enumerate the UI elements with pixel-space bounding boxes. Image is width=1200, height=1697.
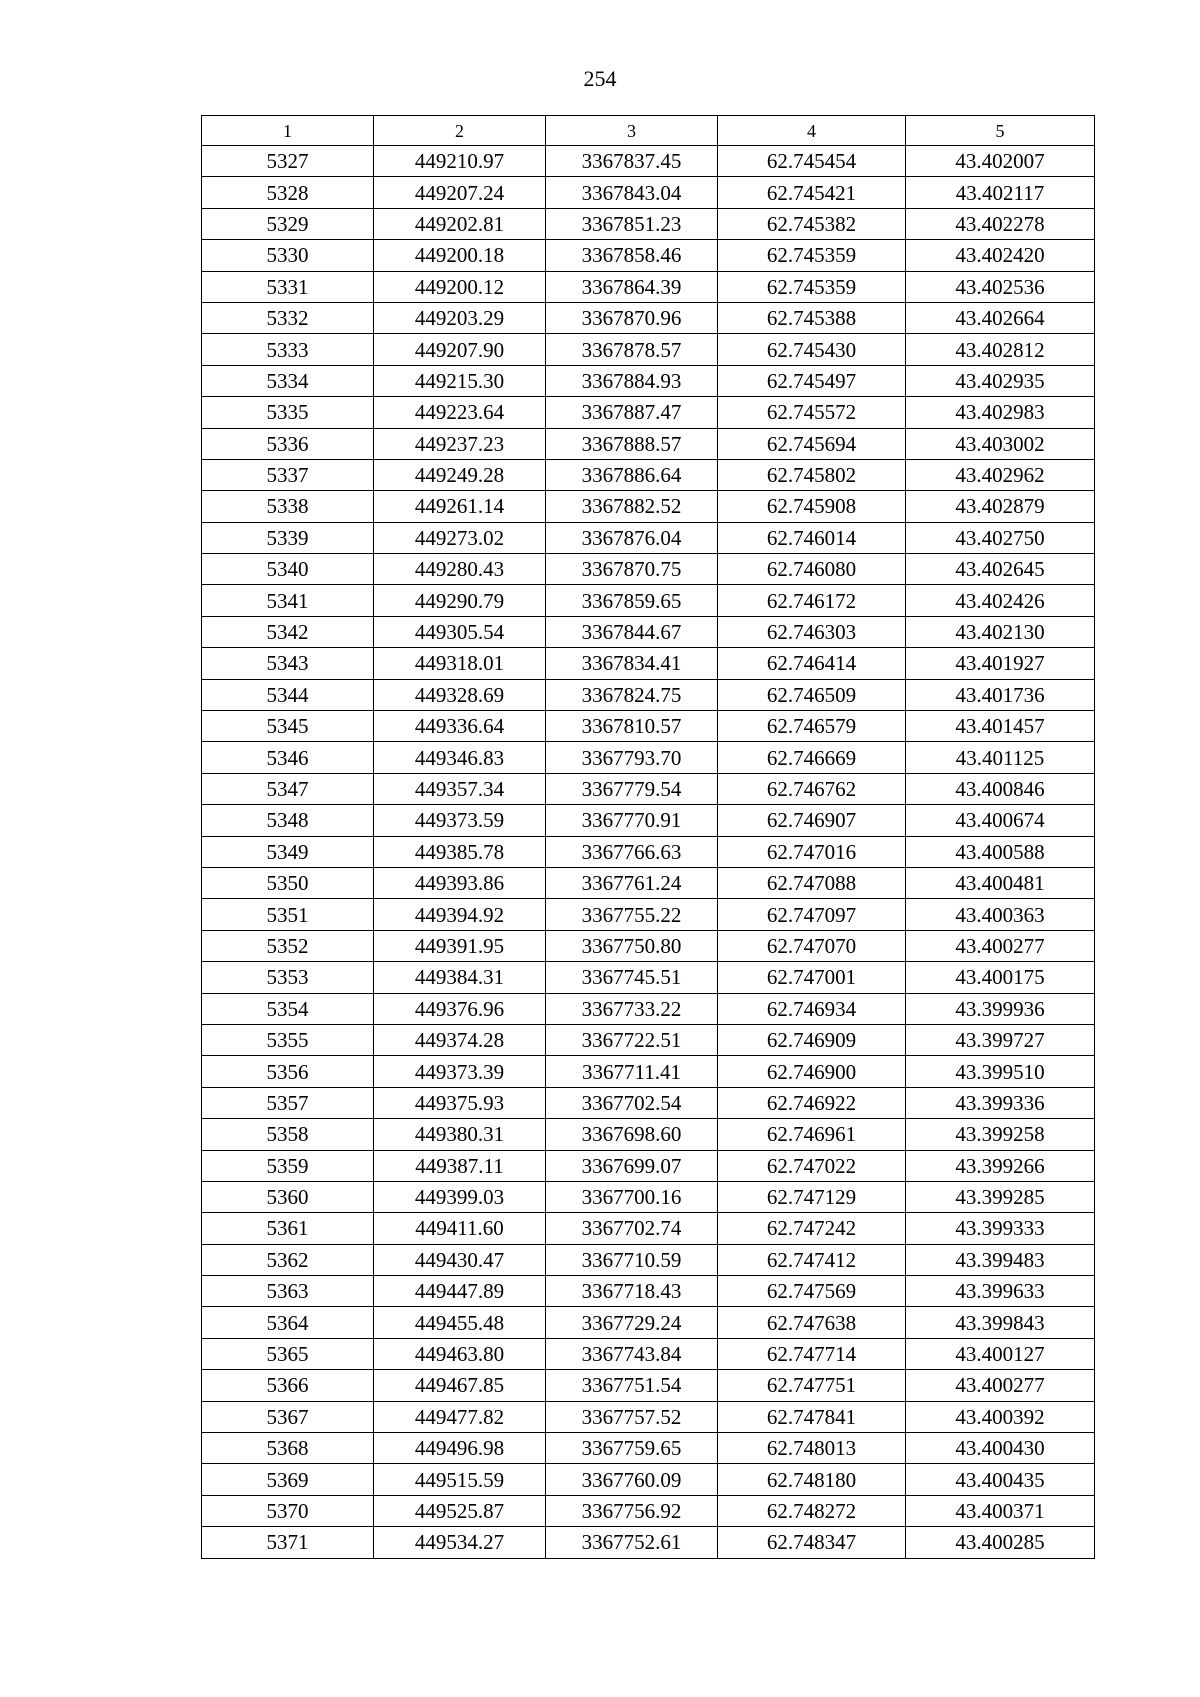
longitude-cell: 62.745908 — [718, 491, 906, 522]
point-number-cell: 5348 — [202, 805, 374, 836]
table-row — [202, 365, 1095, 396]
latitude-cell: 43.400363 — [906, 899, 1095, 930]
latitude-cell: 43.402117 — [906, 177, 1095, 208]
table-row — [202, 1370, 1095, 1401]
y-coordinate-cell: 3367729.24 — [546, 1307, 718, 1338]
longitude-cell: 62.746014 — [718, 522, 906, 553]
table-row — [202, 616, 1095, 647]
y-coordinate-cell: 3367870.96 — [546, 302, 718, 333]
point-number-cell: 5367 — [202, 1401, 374, 1432]
y-coordinate-cell: 3367882.52 — [546, 491, 718, 522]
table-row — [202, 1087, 1095, 1118]
table-row — [202, 711, 1095, 742]
point-number-cell: 5356 — [202, 1056, 374, 1087]
point-number-cell: 5346 — [202, 742, 374, 773]
y-coordinate-cell: 3367886.64 — [546, 459, 718, 490]
latitude-cell: 43.400430 — [906, 1433, 1095, 1464]
x-coordinate-cell: 449380.31 — [374, 1119, 546, 1150]
longitude-cell: 62.745359 — [718, 271, 906, 302]
table-row — [202, 1119, 1095, 1150]
x-coordinate-cell: 449210.97 — [374, 146, 546, 177]
y-coordinate-cell: 3367843.04 — [546, 177, 718, 208]
point-number-cell: 5361 — [202, 1213, 374, 1244]
latitude-cell: 43.402278 — [906, 208, 1095, 239]
longitude-cell: 62.748272 — [718, 1495, 906, 1526]
table-row — [202, 1433, 1095, 1464]
table-row — [202, 397, 1095, 428]
point-number-cell: 5360 — [202, 1181, 374, 1212]
point-number-cell: 5365 — [202, 1338, 374, 1369]
point-number-cell: 5345 — [202, 711, 374, 742]
y-coordinate-cell: 3367766.63 — [546, 836, 718, 867]
table-row — [202, 240, 1095, 271]
latitude-cell: 43.400277 — [906, 1370, 1095, 1401]
longitude-cell: 62.747016 — [718, 836, 906, 867]
longitude-cell: 62.746080 — [718, 554, 906, 585]
point-number-cell: 5328 — [202, 177, 374, 208]
latitude-cell: 43.399936 — [906, 993, 1095, 1024]
longitude-cell: 62.745572 — [718, 397, 906, 428]
x-coordinate-cell: 449207.90 — [374, 334, 546, 365]
longitude-cell: 62.746900 — [718, 1056, 906, 1087]
longitude-cell: 62.746303 — [718, 616, 906, 647]
x-coordinate-cell: 449261.14 — [374, 491, 546, 522]
latitude-cell: 43.400277 — [906, 930, 1095, 961]
y-coordinate-cell: 3367700.16 — [546, 1181, 718, 1212]
x-coordinate-cell: 449200.12 — [374, 271, 546, 302]
table-row — [202, 585, 1095, 616]
longitude-cell: 62.746579 — [718, 711, 906, 742]
y-coordinate-cell: 3367743.84 — [546, 1338, 718, 1369]
longitude-cell: 62.745454 — [718, 146, 906, 177]
y-coordinate-cell: 3367722.51 — [546, 1024, 718, 1055]
x-coordinate-cell: 449375.93 — [374, 1087, 546, 1118]
y-coordinate-cell: 3367710.59 — [546, 1244, 718, 1275]
table-row — [202, 679, 1095, 710]
longitude-cell: 62.745421 — [718, 177, 906, 208]
longitude-cell: 62.747242 — [718, 1213, 906, 1244]
table-row — [202, 867, 1095, 898]
x-coordinate-cell: 449357.34 — [374, 773, 546, 804]
latitude-cell: 43.402426 — [906, 585, 1095, 616]
column-header-5: 5 — [906, 116, 1095, 146]
y-coordinate-cell: 3367760.09 — [546, 1464, 718, 1495]
x-coordinate-cell: 449373.59 — [374, 805, 546, 836]
point-number-cell: 5349 — [202, 836, 374, 867]
latitude-cell: 43.402007 — [906, 146, 1095, 177]
latitude-cell: 43.400674 — [906, 805, 1095, 836]
x-coordinate-cell: 449430.47 — [374, 1244, 546, 1275]
y-coordinate-cell: 3367878.57 — [546, 334, 718, 365]
latitude-cell: 43.400392 — [906, 1401, 1095, 1432]
x-coordinate-cell: 449318.01 — [374, 648, 546, 679]
table-row — [202, 993, 1095, 1024]
longitude-cell: 62.745694 — [718, 428, 906, 459]
latitude-cell: 43.402664 — [906, 302, 1095, 333]
point-number-cell: 5344 — [202, 679, 374, 710]
table-row — [202, 648, 1095, 679]
latitude-cell: 43.399336 — [906, 1087, 1095, 1118]
x-coordinate-cell: 449280.43 — [374, 554, 546, 585]
latitude-cell: 43.400127 — [906, 1338, 1095, 1369]
longitude-cell: 62.747412 — [718, 1244, 906, 1275]
table-row — [202, 302, 1095, 333]
point-number-cell: 5330 — [202, 240, 374, 271]
latitude-cell: 43.400175 — [906, 962, 1095, 993]
longitude-cell: 62.746961 — [718, 1119, 906, 1150]
table-row — [202, 773, 1095, 804]
y-coordinate-cell: 3367699.07 — [546, 1150, 718, 1181]
x-coordinate-cell: 449290.79 — [374, 585, 546, 616]
latitude-cell: 43.399266 — [906, 1150, 1095, 1181]
table-row — [202, 1401, 1095, 1432]
longitude-cell: 62.746907 — [718, 805, 906, 836]
latitude-cell: 43.402812 — [906, 334, 1095, 365]
column-header-4: 4 — [718, 116, 906, 146]
longitude-cell: 62.747088 — [718, 867, 906, 898]
point-number-cell: 5366 — [202, 1370, 374, 1401]
y-coordinate-cell: 3367876.04 — [546, 522, 718, 553]
point-number-cell: 5364 — [202, 1307, 374, 1338]
point-number-cell: 5337 — [202, 459, 374, 490]
y-coordinate-cell: 3367888.57 — [546, 428, 718, 459]
longitude-cell: 62.745359 — [718, 240, 906, 271]
x-coordinate-cell: 449346.83 — [374, 742, 546, 773]
x-coordinate-cell: 449455.48 — [374, 1307, 546, 1338]
y-coordinate-cell: 3367756.92 — [546, 1495, 718, 1526]
x-coordinate-cell: 449207.24 — [374, 177, 546, 208]
latitude-cell: 43.399333 — [906, 1213, 1095, 1244]
y-coordinate-cell: 3367718.43 — [546, 1276, 718, 1307]
table-row — [202, 1527, 1095, 1558]
y-coordinate-cell: 3367755.22 — [546, 899, 718, 930]
longitude-cell: 62.745382 — [718, 208, 906, 239]
latitude-cell: 43.400846 — [906, 773, 1095, 804]
table-row — [202, 522, 1095, 553]
longitude-cell: 62.745802 — [718, 459, 906, 490]
longitude-cell: 62.746762 — [718, 773, 906, 804]
point-number-cell: 5336 — [202, 428, 374, 459]
y-coordinate-cell: 3367793.70 — [546, 742, 718, 773]
point-number-cell: 5363 — [202, 1276, 374, 1307]
x-coordinate-cell: 449467.85 — [374, 1370, 546, 1401]
x-coordinate-cell: 449384.31 — [374, 962, 546, 993]
point-number-cell: 5331 — [202, 271, 374, 302]
table-row — [202, 491, 1095, 522]
latitude-cell: 43.402750 — [906, 522, 1095, 553]
table-header — [202, 116, 1095, 146]
longitude-cell: 62.747070 — [718, 930, 906, 961]
latitude-cell: 43.400285 — [906, 1527, 1095, 1558]
table-row — [202, 428, 1095, 459]
longitude-cell: 62.746922 — [718, 1087, 906, 1118]
longitude-cell: 62.746909 — [718, 1024, 906, 1055]
longitude-cell: 62.747097 — [718, 899, 906, 930]
table-body — [202, 146, 1095, 1559]
y-coordinate-cell: 3367698.60 — [546, 1119, 718, 1150]
point-number-cell: 5357 — [202, 1087, 374, 1118]
latitude-cell: 43.403002 — [906, 428, 1095, 459]
y-coordinate-cell: 3367824.75 — [546, 679, 718, 710]
x-coordinate-cell: 449203.29 — [374, 302, 546, 333]
table-row — [202, 1024, 1095, 1055]
latitude-cell: 43.399258 — [906, 1119, 1095, 1150]
x-coordinate-cell: 449534.27 — [374, 1527, 546, 1558]
table-row — [202, 1338, 1095, 1369]
table-row — [202, 1150, 1095, 1181]
latitude-cell: 43.400435 — [906, 1464, 1095, 1495]
coordinates-table — [201, 115, 1095, 1559]
latitude-cell: 43.402935 — [906, 365, 1095, 396]
longitude-cell: 62.745388 — [718, 302, 906, 333]
x-coordinate-cell: 449374.28 — [374, 1024, 546, 1055]
table-row — [202, 1464, 1095, 1495]
latitude-cell: 43.399285 — [906, 1181, 1095, 1212]
x-coordinate-cell: 449376.96 — [374, 993, 546, 1024]
table-row — [202, 930, 1095, 961]
point-number-cell: 5355 — [202, 1024, 374, 1055]
y-coordinate-cell: 3367761.24 — [546, 867, 718, 898]
x-coordinate-cell: 449496.98 — [374, 1433, 546, 1464]
y-coordinate-cell: 3367834.41 — [546, 648, 718, 679]
column-header-3: 3 — [546, 116, 718, 146]
latitude-cell: 43.400588 — [906, 836, 1095, 867]
x-coordinate-cell: 449273.02 — [374, 522, 546, 553]
y-coordinate-cell: 3367711.41 — [546, 1056, 718, 1087]
x-coordinate-cell: 449305.54 — [374, 616, 546, 647]
x-coordinate-cell: 449387.11 — [374, 1150, 546, 1181]
y-coordinate-cell: 3367745.51 — [546, 962, 718, 993]
point-number-cell: 5338 — [202, 491, 374, 522]
y-coordinate-cell: 3367759.65 — [546, 1433, 718, 1464]
longitude-cell: 62.746509 — [718, 679, 906, 710]
latitude-cell: 43.402983 — [906, 397, 1095, 428]
table-row — [202, 1181, 1095, 1212]
point-number-cell: 5343 — [202, 648, 374, 679]
x-coordinate-cell: 449200.18 — [374, 240, 546, 271]
table-row — [202, 1244, 1095, 1275]
point-number-cell: 5354 — [202, 993, 374, 1024]
point-number-cell: 5359 — [202, 1150, 374, 1181]
point-number-cell: 5371 — [202, 1527, 374, 1558]
longitude-cell: 62.746172 — [718, 585, 906, 616]
y-coordinate-cell: 3367751.54 — [546, 1370, 718, 1401]
point-number-cell: 5369 — [202, 1464, 374, 1495]
longitude-cell: 62.746669 — [718, 742, 906, 773]
latitude-cell: 43.400481 — [906, 867, 1095, 898]
longitude-cell: 62.747569 — [718, 1276, 906, 1307]
table-row — [202, 271, 1095, 302]
column-header-2: 2 — [374, 116, 546, 146]
longitude-cell: 62.748347 — [718, 1527, 906, 1558]
x-coordinate-cell: 449336.64 — [374, 711, 546, 742]
column-header-1: 1 — [202, 116, 374, 146]
latitude-cell: 43.401457 — [906, 711, 1095, 742]
x-coordinate-cell: 449477.82 — [374, 1401, 546, 1432]
longitude-cell: 62.747638 — [718, 1307, 906, 1338]
longitude-cell: 62.747129 — [718, 1181, 906, 1212]
point-number-cell: 5370 — [202, 1495, 374, 1526]
y-coordinate-cell: 3367887.47 — [546, 397, 718, 428]
point-number-cell: 5358 — [202, 1119, 374, 1150]
y-coordinate-cell: 3367870.75 — [546, 554, 718, 585]
y-coordinate-cell: 3367810.57 — [546, 711, 718, 742]
table-row — [202, 899, 1095, 930]
longitude-cell: 62.748180 — [718, 1464, 906, 1495]
y-coordinate-cell: 3367858.46 — [546, 240, 718, 271]
latitude-cell: 43.399843 — [906, 1307, 1095, 1338]
point-number-cell: 5368 — [202, 1433, 374, 1464]
latitude-cell: 43.401736 — [906, 679, 1095, 710]
x-coordinate-cell: 449525.87 — [374, 1495, 546, 1526]
y-coordinate-cell: 3367837.45 — [546, 146, 718, 177]
table-row — [202, 1307, 1095, 1338]
longitude-cell: 62.745497 — [718, 365, 906, 396]
point-number-cell: 5352 — [202, 930, 374, 961]
y-coordinate-cell: 3367844.67 — [546, 616, 718, 647]
table-row — [202, 1276, 1095, 1307]
latitude-cell: 43.401125 — [906, 742, 1095, 773]
x-coordinate-cell: 449399.03 — [374, 1181, 546, 1212]
point-number-cell: 5351 — [202, 899, 374, 930]
header-row — [202, 116, 1095, 146]
latitude-cell: 43.402645 — [906, 554, 1095, 585]
x-coordinate-cell: 449385.78 — [374, 836, 546, 867]
point-number-cell: 5335 — [202, 397, 374, 428]
latitude-cell: 43.399727 — [906, 1024, 1095, 1055]
y-coordinate-cell: 3367770.91 — [546, 805, 718, 836]
point-number-cell: 5334 — [202, 365, 374, 396]
y-coordinate-cell: 3367859.65 — [546, 585, 718, 616]
table-row — [202, 742, 1095, 773]
y-coordinate-cell: 3367864.39 — [546, 271, 718, 302]
table-row — [202, 554, 1095, 585]
point-number-cell: 5329 — [202, 208, 374, 239]
table-row — [202, 334, 1095, 365]
y-coordinate-cell: 3367702.74 — [546, 1213, 718, 1244]
y-coordinate-cell: 3367851.23 — [546, 208, 718, 239]
point-number-cell: 5347 — [202, 773, 374, 804]
point-number-cell: 5342 — [202, 616, 374, 647]
x-coordinate-cell: 449202.81 — [374, 208, 546, 239]
x-coordinate-cell: 449447.89 — [374, 1276, 546, 1307]
point-number-cell: 5353 — [202, 962, 374, 993]
latitude-cell: 43.400371 — [906, 1495, 1095, 1526]
latitude-cell: 43.399510 — [906, 1056, 1095, 1087]
point-number-cell: 5339 — [202, 522, 374, 553]
latitude-cell: 43.402130 — [906, 616, 1095, 647]
latitude-cell: 43.402879 — [906, 491, 1095, 522]
latitude-cell: 43.402536 — [906, 271, 1095, 302]
longitude-cell: 62.745430 — [718, 334, 906, 365]
longitude-cell: 62.747022 — [718, 1150, 906, 1181]
y-coordinate-cell: 3367752.61 — [546, 1527, 718, 1558]
x-coordinate-cell: 449328.69 — [374, 679, 546, 710]
point-number-cell: 5341 — [202, 585, 374, 616]
x-coordinate-cell: 449215.30 — [374, 365, 546, 396]
point-number-cell: 5340 — [202, 554, 374, 585]
longitude-cell: 62.747751 — [718, 1370, 906, 1401]
x-coordinate-cell: 449394.92 — [374, 899, 546, 930]
x-coordinate-cell: 449373.39 — [374, 1056, 546, 1087]
table-row — [202, 1495, 1095, 1526]
point-number-cell: 5327 — [202, 146, 374, 177]
x-coordinate-cell: 449463.80 — [374, 1338, 546, 1369]
longitude-cell: 62.747841 — [718, 1401, 906, 1432]
longitude-cell: 62.748013 — [718, 1433, 906, 1464]
x-coordinate-cell: 449223.64 — [374, 397, 546, 428]
longitude-cell: 62.746934 — [718, 993, 906, 1024]
point-number-cell: 5362 — [202, 1244, 374, 1275]
point-number-cell: 5332 — [202, 302, 374, 333]
table-row — [202, 962, 1095, 993]
latitude-cell: 43.399483 — [906, 1244, 1095, 1275]
table-row — [202, 208, 1095, 239]
latitude-cell: 43.402420 — [906, 240, 1095, 271]
y-coordinate-cell: 3367757.52 — [546, 1401, 718, 1432]
table-row — [202, 459, 1095, 490]
page-number: 254 — [583, 66, 617, 91]
table-row — [202, 1213, 1095, 1244]
y-coordinate-cell: 3367702.54 — [546, 1087, 718, 1118]
longitude-cell: 62.747714 — [718, 1338, 906, 1369]
x-coordinate-cell: 449515.59 — [374, 1464, 546, 1495]
latitude-cell: 43.402962 — [906, 459, 1095, 490]
point-number-cell: 5333 — [202, 334, 374, 365]
x-coordinate-cell: 449411.60 — [374, 1213, 546, 1244]
y-coordinate-cell: 3367733.22 — [546, 993, 718, 1024]
point-number-cell: 5350 — [202, 867, 374, 898]
longitude-cell: 62.746414 — [718, 648, 906, 679]
table-row — [202, 1056, 1095, 1087]
x-coordinate-cell: 449237.23 — [374, 428, 546, 459]
latitude-cell: 43.399633 — [906, 1276, 1095, 1307]
latitude-cell: 43.401927 — [906, 648, 1095, 679]
table-row — [202, 177, 1095, 208]
table-row — [202, 146, 1095, 177]
x-coordinate-cell: 449249.28 — [374, 459, 546, 490]
x-coordinate-cell: 449391.95 — [374, 930, 546, 961]
y-coordinate-cell: 3367779.54 — [546, 773, 718, 804]
y-coordinate-cell: 3367884.93 — [546, 365, 718, 396]
table-row — [202, 805, 1095, 836]
table-row — [202, 836, 1095, 867]
longitude-cell: 62.747001 — [718, 962, 906, 993]
y-coordinate-cell: 3367750.80 — [546, 930, 718, 961]
x-coordinate-cell: 449393.86 — [374, 867, 546, 898]
